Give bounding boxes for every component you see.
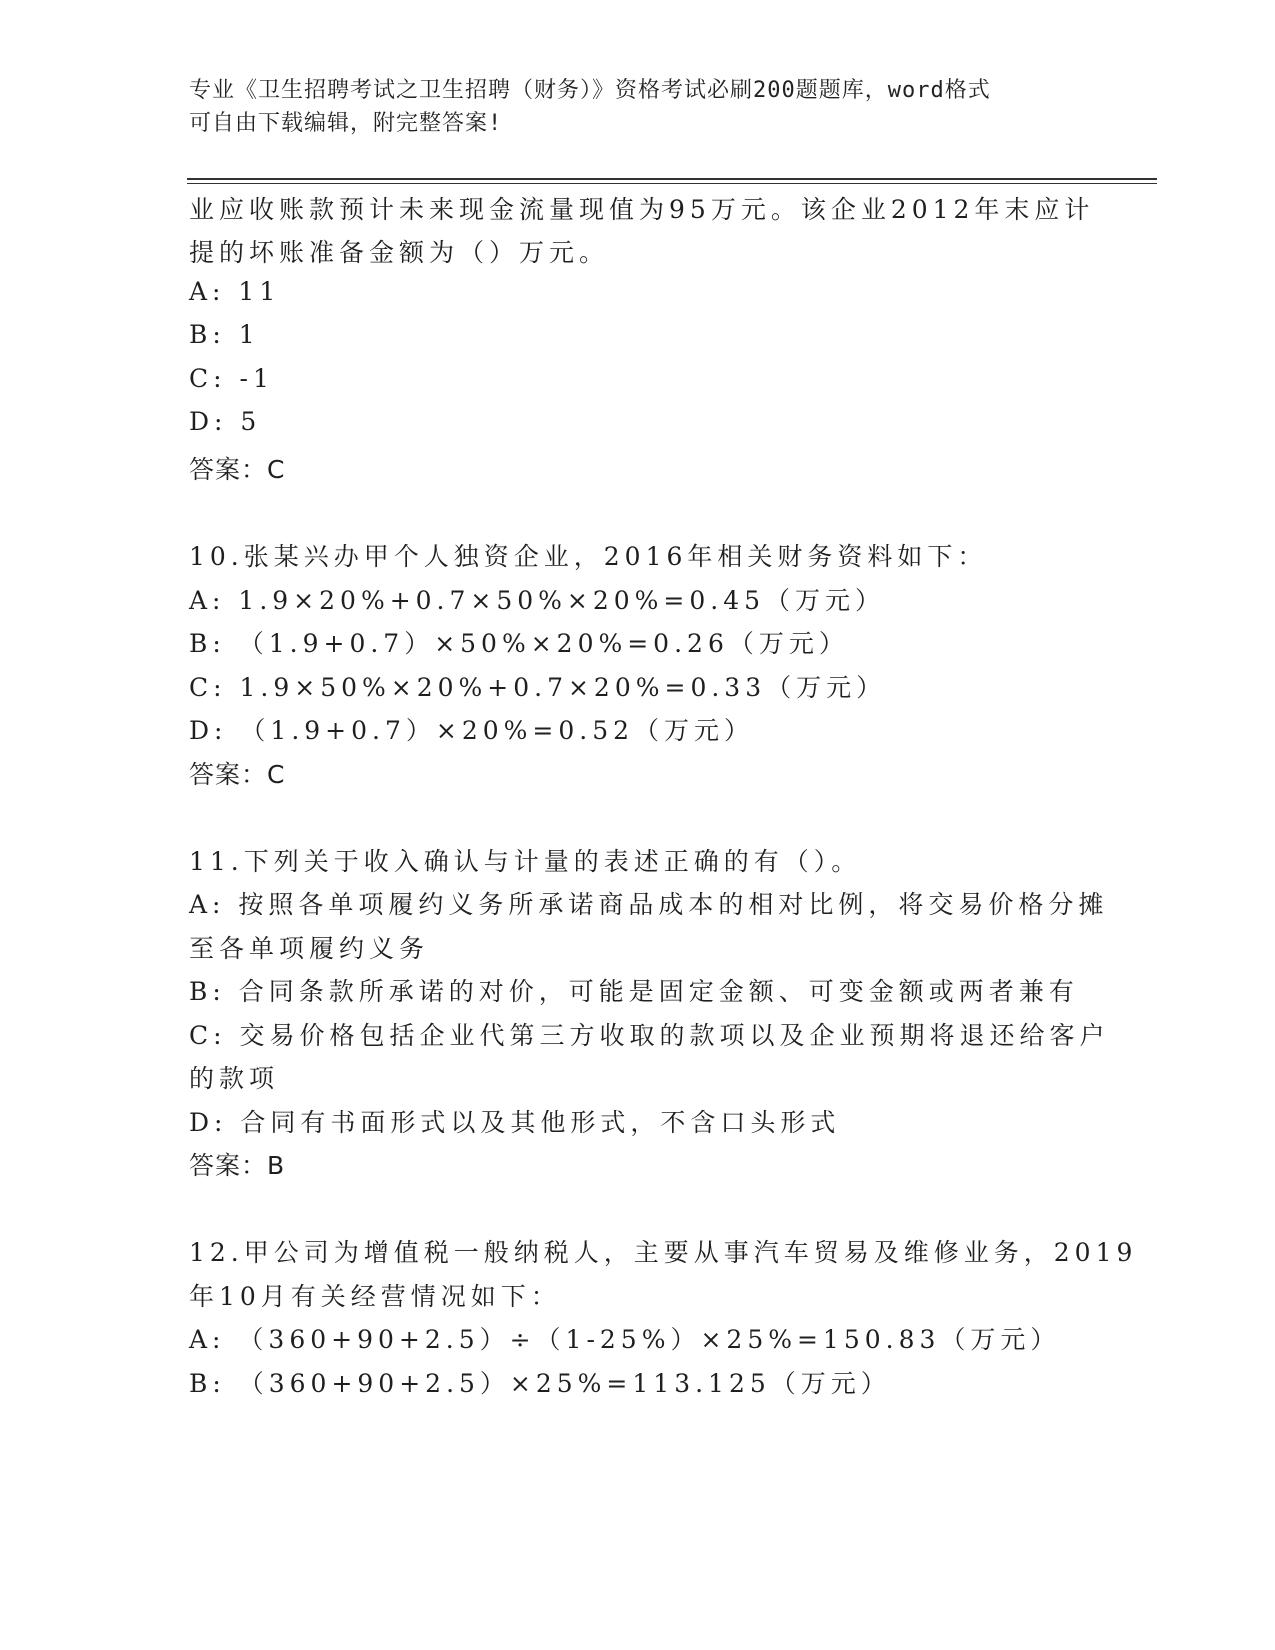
q12-stem-line-2: 年10月有关经营情况如下： bbox=[189, 1282, 561, 1311]
q11-option-c-line-1: C: 交易价格包括企业代第三方收取的款项以及企业预期将退还给客户 bbox=[189, 1021, 1110, 1050]
q11-option-c-line-2: 的款项 bbox=[189, 1064, 280, 1093]
q11-option-b: B: 合同条款所承诺的对价，可能是固定金额、可变金额或两者兼有 bbox=[189, 977, 1079, 1006]
q11-option-d: D: 合同有书面形式以及其他形式，不含口头形式 bbox=[189, 1108, 841, 1137]
q11-stem: 11.下列关于收入确认与计量的表述正确的有（）。 bbox=[189, 847, 862, 876]
q10-option-c: C: 1.9×50%×20%+0.7×20%=0.33（万元） bbox=[189, 673, 887, 702]
q9-option-b: B: 1 bbox=[189, 320, 260, 349]
q9-option-c: C: -1 bbox=[189, 364, 274, 393]
header-title-line-2: 可自由下载编辑，附完整答案! bbox=[189, 111, 503, 136]
q12-option-a: A: （360+90+2.5）÷（1-25%）×25%=150.83（万元） bbox=[189, 1325, 1061, 1354]
q12-stem-line-1: 12.甲公司为增值税一般纳税人，主要从事汽车贸易及维修业务，2019 bbox=[189, 1238, 1138, 1267]
q9-stem-line-2: 提的坏账准备金额为（）万元。 bbox=[189, 238, 610, 267]
q11-answer: 答案：B bbox=[189, 1151, 286, 1180]
q10-option-b: B: （1.9+0.7）×50%×20%=0.26（万元） bbox=[189, 629, 849, 658]
q11-option-a-line-2: 至各单项履约义务 bbox=[189, 934, 430, 963]
header-divider-thin bbox=[187, 183, 1157, 184]
document-header bbox=[189, 74, 1069, 140]
q10-option-a: A: 1.9×20%+0.7×50%×20%=0.45（万元） bbox=[189, 586, 886, 615]
q10-stem: 10.张某兴办甲个人独资企业，2016年相关财务资料如下： bbox=[189, 542, 988, 571]
q9-option-d: D: 5 bbox=[189, 407, 262, 436]
q9-answer: 答案：C bbox=[189, 455, 286, 484]
q9-stem-line-1: 业应收账款预计未来现金流量现值为95万元。该企业2012年末应计 bbox=[189, 195, 1095, 224]
header-title-line-1: 专业《卫生招聘考试之卫生招聘（财务）》资格考试必刷200题题库，word格式 bbox=[189, 78, 991, 103]
q12-option-b: B: （360+90+2.5）×25%=113.125（万元） bbox=[189, 1369, 891, 1398]
q10-answer: 答案：C bbox=[189, 760, 286, 789]
header-divider-thick bbox=[187, 178, 1157, 180]
q9-option-a: A: 11 bbox=[189, 277, 281, 306]
q10-option-d: D: （1.9+0.7）×20%=0.52（万元） bbox=[189, 716, 755, 745]
q11-option-a-line-1: A: 按照各单项履约义务所承诺商品成本的相对比例，将交易价格分摊 bbox=[189, 890, 1109, 919]
